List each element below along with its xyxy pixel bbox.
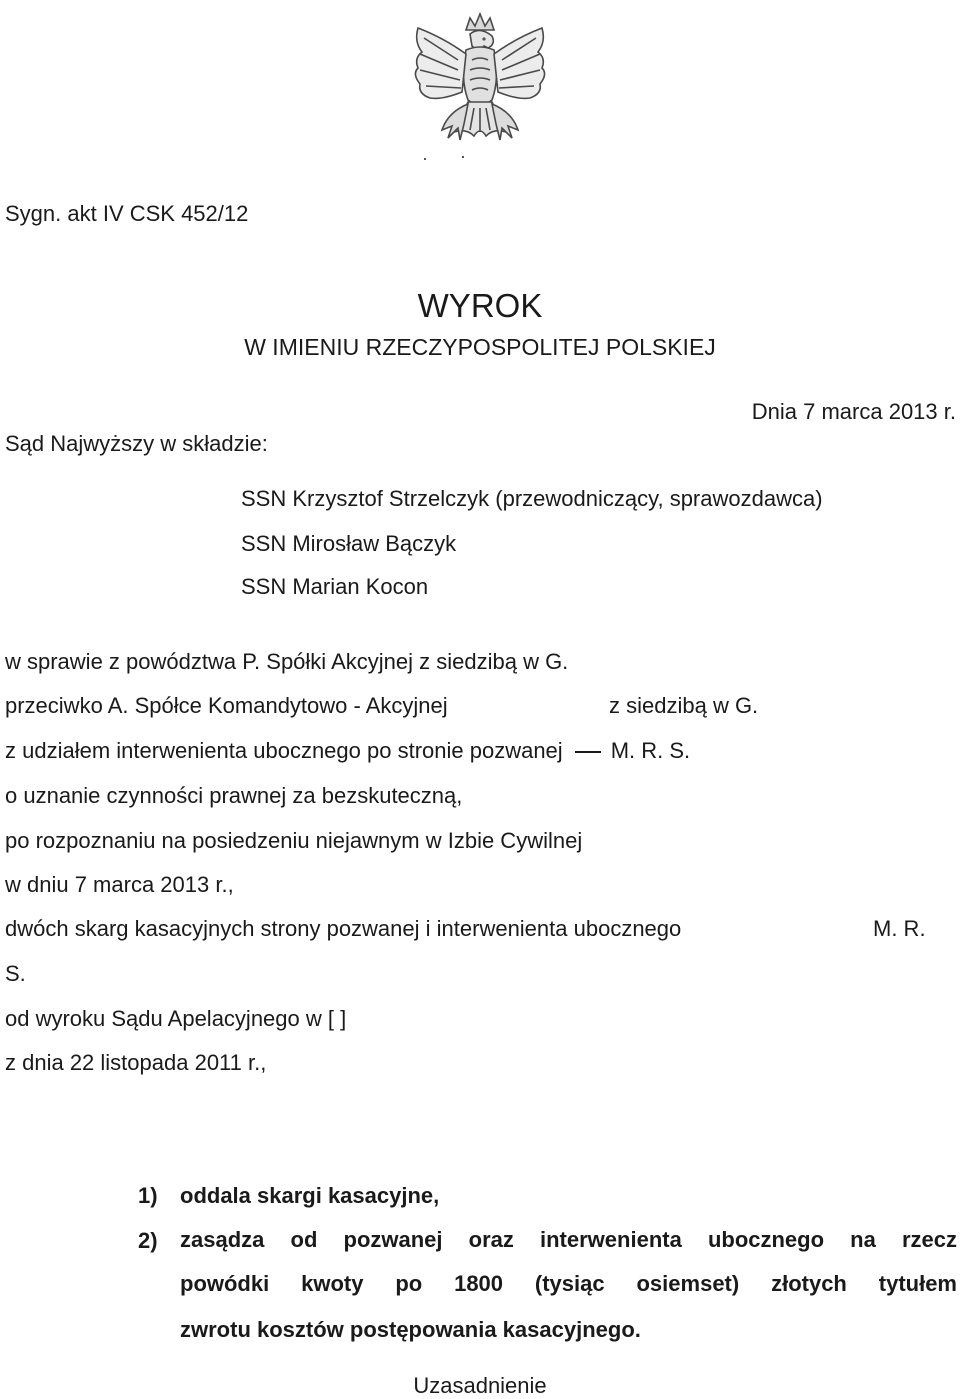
judge-name: SSN Marian Kocon <box>241 574 429 599</box>
party-initials: M. R. <box>873 916 926 941</box>
case-line-text: z udziałem interwenienta ubocznego po stronie pozwanej <box>5 738 563 763</box>
case-line: w dniu 7 marca 2013 r., <box>5 872 234 897</box>
case-line: przeciwko A. Spółce Komandytowo - Akcyjnej <box>5 693 448 718</box>
case-line: dwóch skarg kasacyjnych strony pozwanej i interwenienta ubocznego <box>5 916 682 941</box>
party-initials: M. R. S. <box>610 738 691 763</box>
verdict-item-text <box>180 1218 957 1306</box>
judge-name: SSN Krzysztof Strzelczyk (przewodniczący, sprawozdawca) <box>241 486 823 511</box>
verdict-item-number: 2) <box>138 1228 158 1253</box>
document-title: WYROK <box>417 287 543 324</box>
case-line: o uznanie czynności prawnej za bezskuteczną, <box>5 783 463 808</box>
case-signature: Sygn. akt IV CSK 452/12 <box>5 201 249 226</box>
justification-heading: Uzasadnienie <box>413 1373 547 1398</box>
dash-separator <box>575 751 601 753</box>
case-line: S. <box>5 961 26 986</box>
verdict-line: zasądza od pozwanej oraz interwenienta ubocznego na rzecz <box>180 1227 957 1252</box>
judgment-date: Dnia 7 marca 2013 r. <box>751 399 956 424</box>
case-line <box>5 738 690 764</box>
polish-eagle-emblem-icon <box>404 8 556 166</box>
verdict-item-text: oddala skargi kasacyjne, <box>180 1183 440 1208</box>
verdict-line: zwrotu kosztów postępowania kasacyjnego. <box>180 1317 641 1342</box>
case-line: z siedzibą w G. <box>609 693 759 718</box>
case-line: od wyroku Sądu Apelacyjnego w [ ] <box>5 1006 347 1031</box>
verdict-item-number: 1) <box>138 1183 158 1208</box>
document-subtitle: W IMIENIU RZECZYPOSPOLITEJ POLSKIEJ <box>244 334 716 360</box>
case-line: po rozpoznaniu na posiedzeniu niejawnym w Izbie Cywilnej <box>5 828 583 853</box>
verdict-line: powódki kwoty po 1800 (tysiąc osiemset) złotych tytułem <box>180 1271 957 1296</box>
case-line: w sprawie z powództwa P. Spółki Akcyjnej z siedzibą w G. <box>5 649 569 674</box>
judge-name: SSN Mirosław Bączyk <box>241 531 457 556</box>
court-composition-label: Sąd Najwyższy w składzie: <box>5 431 268 456</box>
case-line: z dnia 22 listopada 2011 r., <box>5 1050 267 1075</box>
